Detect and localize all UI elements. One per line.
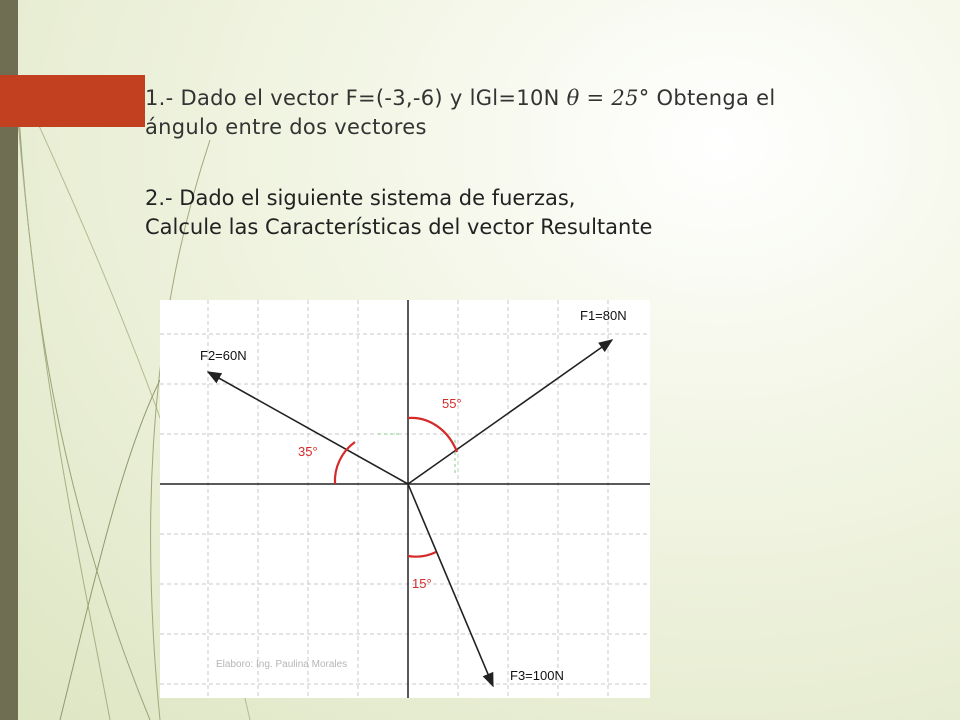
- angle-label-35: 35°: [298, 444, 318, 459]
- angle-label-15: 15°: [412, 576, 432, 591]
- title-accent-tab: [0, 75, 145, 127]
- force-f2-arrow: [208, 372, 408, 484]
- problem-2: [145, 184, 935, 242]
- problem-1-text-a: 1.- Dado el vector F=(-3,-6) y lGl=10N: [145, 86, 567, 110]
- problem-1-text-b: Obtenga el: [649, 86, 776, 110]
- angle-arc-55: [408, 418, 457, 452]
- force-diagram: [160, 300, 650, 698]
- label-f1: F1=80N: [580, 308, 627, 323]
- theta-expression: θ = 25°: [566, 86, 650, 110]
- problem-2-text-a: 2.- Dado el siguiente sistema de fuerzas,: [145, 186, 576, 210]
- force-f1-arrow: [408, 340, 612, 484]
- force-diagram-svg: [160, 300, 650, 698]
- label-f2: F2=60N: [200, 348, 247, 363]
- problem-2-text-b: Calcule las Características del vector Resultante: [145, 215, 653, 239]
- problem-text: [145, 84, 935, 242]
- angle-label-55: 55°: [442, 396, 462, 411]
- helper-ticks: [378, 434, 455, 475]
- label-f3: F3=100N: [510, 668, 564, 683]
- problem-1-text-c: ángulo entre dos vectores: [145, 115, 427, 139]
- problem-1: [145, 84, 935, 142]
- angle-arc-15: [408, 552, 436, 557]
- watermark: Elaboro: Ing. Paulina Morales: [216, 659, 348, 670]
